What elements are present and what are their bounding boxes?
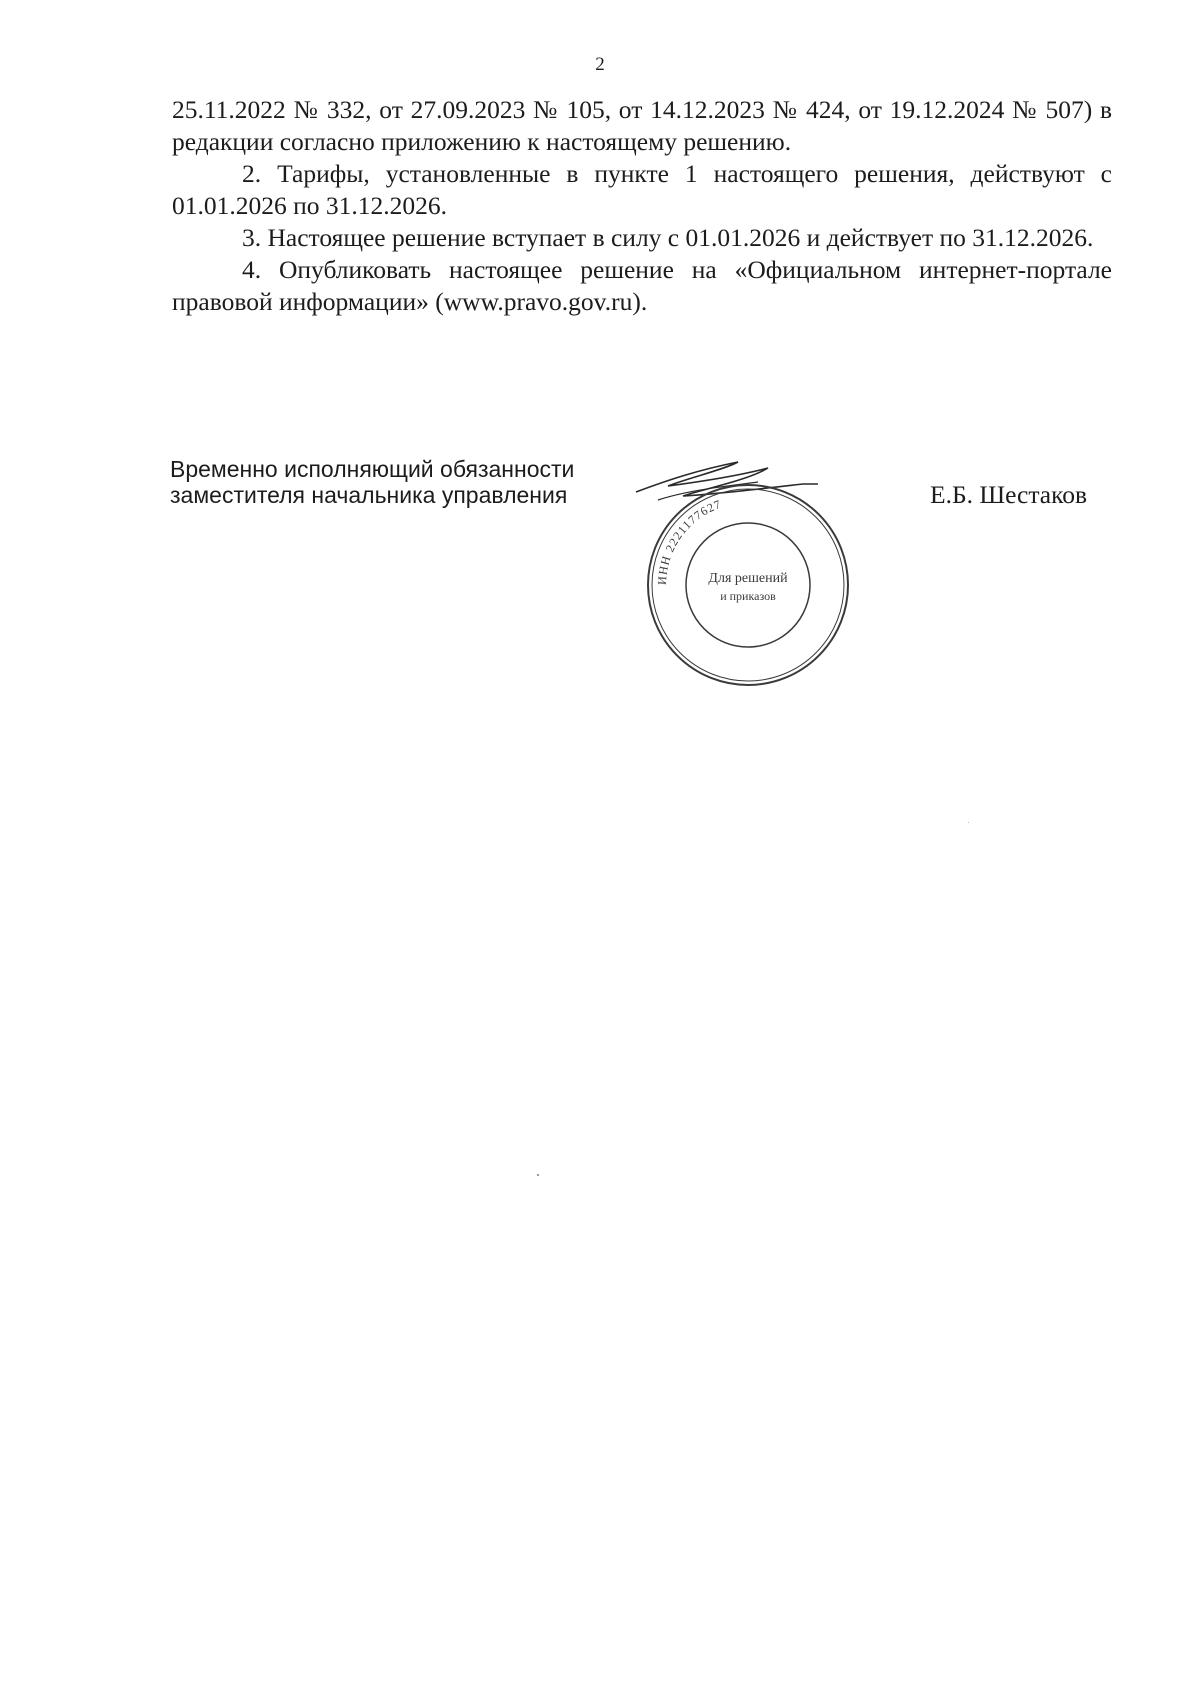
signatory-position-line1: Временно исполняющий обязанности [170, 456, 575, 482]
signatory-position-line2: заместителя начальника управления [170, 482, 568, 508]
official-seal-with-signature [628, 440, 868, 690]
paragraph-item-2: 2. Тарифы, установленные в пункте 1 настоящего решения, действуют с 01.01.2026 по 31.12.2026. [172, 159, 1112, 220]
document-body [172, 94, 1112, 318]
seal-center-text-1: Для решений [708, 571, 788, 586]
scan-speck [968, 822, 969, 823]
page-number: 2 [595, 54, 605, 75]
signatory-name: Е.Б. Шестаков [930, 480, 1087, 509]
paragraph-item-4: 4. Опубликовать настоящее решение на «Официальном интернет-портале правовой информации» (www.pravo.gov.ru). [172, 255, 1112, 316]
seal-ring-text: ИНН 2221177627 [654, 496, 724, 586]
paragraph-item-3: 3. Настоящее решение вступает в силу с 01.01.2026 и действует по 31.12.2026. [242, 223, 1094, 252]
paragraph-continuation: 25.11.2022 № 332, от 27.09.2023 № 105, от 14.12.2023 № 424, от 19.12.2024 № 507) в редакции согласно приложению к настоящему решению. [172, 95, 1112, 156]
scan-speck [537, 1174, 539, 1176]
signatory-position [170, 456, 640, 508]
seal-center-text-2: и приказов [720, 589, 776, 603]
